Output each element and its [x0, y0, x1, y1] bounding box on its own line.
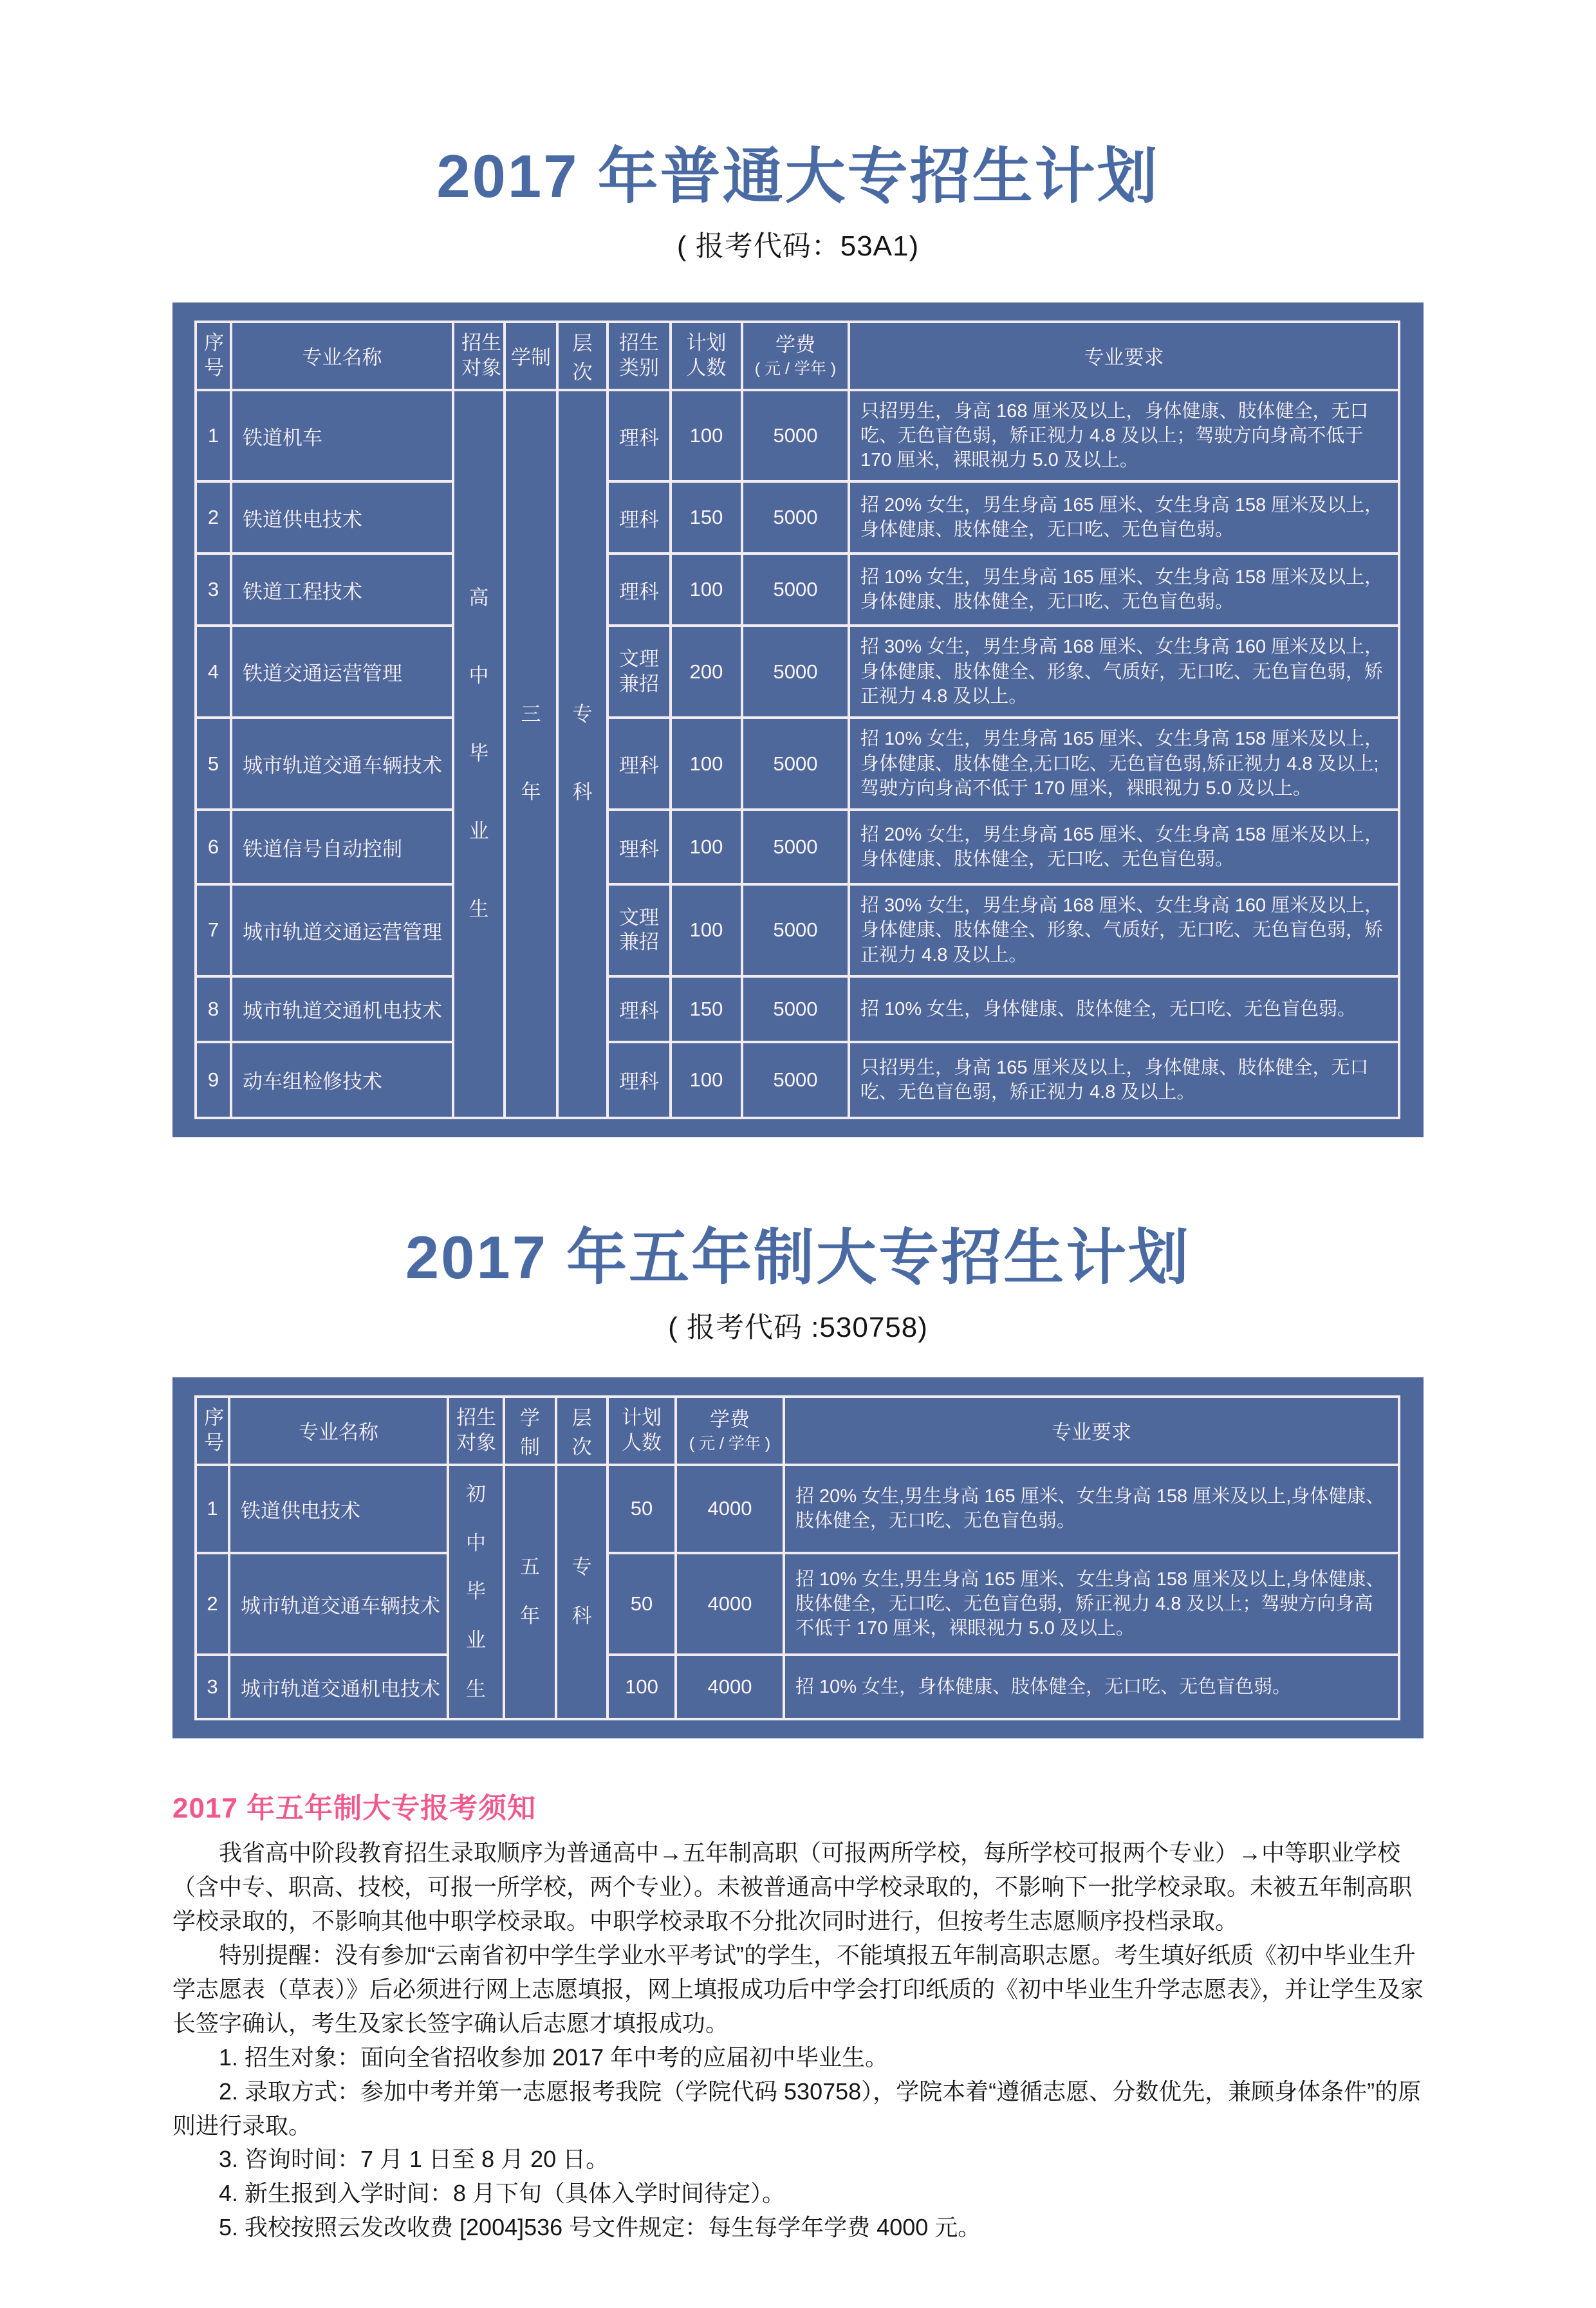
cell-level-merged: 专科 [556, 1465, 608, 1720]
table-row [196, 976, 1399, 1042]
cell-no: 7 [196, 884, 231, 976]
cell-no: 8 [196, 976, 231, 1042]
cell-plan-count: 150 [671, 481, 742, 554]
cell-level-merged: 专科 [557, 390, 608, 1118]
cell-fee: 5000 [742, 390, 849, 482]
cell-no: 3 [196, 554, 231, 626]
cell-no: 5 [196, 718, 231, 810]
col-header-level: 层次 [557, 322, 608, 390]
cell-fee: 4000 [676, 1465, 784, 1553]
cell-major-name: 动车组检修技术 [231, 1042, 453, 1118]
cell-plan-count: 100 [671, 810, 742, 884]
col-header-duration: 学制 [505, 322, 557, 390]
section1-title: 2017 年普通大专招生计划 [436, 142, 1160, 210]
table2-five-year-plan [194, 1395, 1400, 1721]
col-header-duration: 学制 [504, 1397, 556, 1465]
cell-major-name: 铁道机车 [231, 390, 453, 482]
cell-category: 理科 [608, 976, 671, 1042]
cell-major-name: 铁道供电技术 [231, 481, 453, 554]
table2-panel [172, 1377, 1424, 1739]
cell-target-merged: 初中毕业生 [448, 1465, 504, 1720]
col-header-no: 序号 [196, 1397, 229, 1465]
section1-subtitle: ( 报考代码：53A1) [676, 230, 920, 262]
notes-item: 2. 录取方式：参加中考并第一志愿报考我院（学院代码 530758），学院本着“遵循志愿、分数优先，兼顾身体条件”的原则进行录取。 [172, 2078, 1422, 2139]
cell-requirements: 招 10% 女生，身体健康、肢体健全，无口吃、无色盲色弱。 [784, 1655, 1399, 1719]
notes-paragraph: 特别提醒：没有参加“云南省初中学生学业水平考试”的学生，不能填报五年制高职志愿。考生填好纸质《初中毕业生升学志愿表（草表）》后必须进行网上志愿填报，网上填报成功后中学会打印纸质的《初中毕业生升学志愿表》，并让学生及家长签字确认，考生及家长签字确认后志愿才填报成功。 [172, 1941, 1424, 2036]
cell-fee: 5000 [742, 884, 849, 976]
fee-header-main: 学费 [775, 333, 815, 357]
col-header-requirements: 专业要求 [849, 322, 1399, 390]
cell-fee: 5000 [742, 810, 849, 884]
cell-plan-count: 100 [671, 554, 742, 626]
cell-no: 6 [196, 810, 231, 884]
fee-header-main: 学费 [710, 1408, 750, 1431]
col-header-fee [742, 322, 849, 390]
col-header-major-name: 专业名称 [229, 1397, 448, 1465]
col-header-plan-count: 计划人数 [671, 322, 742, 390]
cell-duration-merged: 三年 [505, 390, 557, 1118]
cell-duration-merged: 五年 [504, 1465, 556, 1720]
table-row [196, 1553, 1399, 1655]
col-header-category: 招生类别 [608, 322, 671, 390]
cell-plan-count: 100 [671, 718, 742, 810]
cell-plan-count: 100 [671, 1042, 742, 1118]
cell-fee: 5000 [742, 976, 849, 1042]
table2-header-row [196, 1397, 1399, 1465]
document-page [0, 142, 1596, 2308]
cell-requirements: 招 10% 女生，身体健康、肢体健全，无口吃、无色盲色弱。 [849, 976, 1399, 1042]
cell-no: 3 [196, 1655, 229, 1719]
notes-item: 4. 新生报到入学时间：8 月下旬（具体入学时间待定）。 [219, 2180, 786, 2207]
cell-category: 理科 [608, 718, 671, 810]
col-header-target: 招生对象 [453, 322, 505, 390]
notes-heading: 2017 年五年制大专报考须知 [172, 1792, 537, 1825]
cell-fee: 4000 [676, 1655, 784, 1719]
cell-fee: 5000 [742, 1042, 849, 1118]
cell-fee: 5000 [742, 626, 849, 718]
col-header-no: 序号 [196, 322, 231, 390]
cell-major-name: 铁道工程技术 [231, 554, 453, 626]
cell-requirements: 招 20% 女生，男生身高 165 厘米、女生身高 158 厘米及以上，身体健康、肢体健全，无口吃、无色盲色弱。 [849, 810, 1399, 884]
cell-requirements: 招 20% 女生，男生身高 165 厘米、女生身高 158 厘米及以上，身体健康、肢体健全，无口吃、无色盲色弱。 [849, 481, 1399, 554]
col-header-fee [676, 1397, 784, 1465]
table-row [196, 1465, 1399, 1553]
table-row [196, 554, 1399, 626]
notes-item: 1. 招生对象：面向全省招收参加 2017 年中考的应届初中毕业生。 [219, 2043, 889, 2071]
cell-no: 1 [196, 390, 231, 482]
cell-major-name: 城市轨道交通机电技术 [229, 1655, 448, 1719]
cell-major-name: 铁道交通运营管理 [231, 626, 453, 718]
cell-requirements: 招 30% 女生，男生身高 168 厘米、女生身高 160 厘米及以上，身体健康、肢体健全、形象、气质好，无口吃、无色盲色弱，矫正视力 4.8 及以上。 [849, 626, 1399, 718]
table1-panel [172, 302, 1424, 1137]
table-row [196, 390, 1399, 482]
cell-target-merged: 高中毕业生 [453, 390, 505, 1118]
cell-category: 理科 [608, 390, 671, 482]
cell-plan-count: 100 [608, 1655, 676, 1719]
cell-no: 1 [196, 1465, 229, 1553]
cell-requirements: 只招男生，身高 168 厘米及以上，身体健康、肢体健全，无口吃、无色盲色弱，矫正视力 4.8 及以上；驾驶方向身高不低于 170 厘米，裸眼视力 5.0 及以上。 [849, 390, 1399, 482]
notes-item: 3. 咨询时间：7 月 1 日至 8 月 20 日。 [219, 2146, 609, 2173]
cell-category: 理科 [608, 554, 671, 626]
cell-category: 理科 [608, 1042, 671, 1118]
col-header-major-name: 专业名称 [231, 322, 453, 390]
table-row [196, 481, 1399, 554]
cell-requirements: 只招男生，身高 165 厘米及以上，身体健康、肢体健全，无口吃、无色盲色弱，矫正视力 4.8 及以上。 [849, 1042, 1399, 1118]
cell-category: 理科 [608, 481, 671, 554]
table-row [196, 718, 1399, 810]
table1-general-college-plan [194, 321, 1400, 1119]
cell-requirements: 招 10% 女生，男生身高 165 厘米、女生身高 158 厘米及以上，身体健康、肢体健全，无口吃、无色盲色弱。 [849, 554, 1399, 626]
col-header-level: 层次 [556, 1397, 608, 1465]
table-row [196, 1042, 1399, 1118]
cell-category: 理科 [608, 810, 671, 884]
cell-plan-count: 50 [608, 1465, 676, 1553]
cell-plan-count: 100 [671, 884, 742, 976]
fee-header-sub: ( 元 / 学年 ) [754, 360, 837, 378]
col-header-plan-count: 计划人数 [608, 1397, 676, 1465]
table1-header-row [196, 322, 1399, 390]
cell-fee: 4000 [676, 1553, 784, 1655]
table-row [196, 1655, 1399, 1719]
table-row [196, 810, 1399, 884]
cell-major-name: 城市轨道交通车辆技术 [231, 718, 453, 810]
cell-category: 文理兼招 [608, 884, 671, 976]
cell-plan-count: 150 [671, 976, 742, 1042]
cell-category: 文理兼招 [608, 626, 671, 718]
cell-fee: 5000 [742, 718, 849, 810]
table-row [196, 884, 1399, 976]
section2-subtitle: ( 报考代码 :530758) [668, 1311, 928, 1343]
cell-major-name: 城市轨道交通运营管理 [231, 884, 453, 976]
fee-header-sub: ( 元 / 学年 ) [689, 1434, 771, 1453]
notes-item: 5. 我校按照云发改收费 [2004]536 号文件规定：每生每学年学费 4000 元。 [219, 2214, 981, 2241]
cell-no: 2 [196, 1553, 229, 1655]
cell-major-name: 铁道信号自动控制 [231, 810, 453, 884]
cell-requirements: 招 10% 女生，男生身高 165 厘米、女生身高 158 厘米及以上，身体健康、肢体健全,无口吃、无色盲色弱,矫正视力 4.8 及以上; 驾驶方向身高不低于 170 厘米，裸眼视力 5.0 及以上。 [849, 718, 1399, 810]
cell-requirements: 招 20% 女生,男生身高 165 厘米、女生身高 158 厘米及以上,身体健康、肢体健全，无口吃、无色盲色弱。 [784, 1465, 1399, 1553]
cell-requirements: 招 30% 女生，男生身高 168 厘米、女生身高 160 厘米及以上，身体健康、肢体健全、形象、气质好，无口吃、无色盲色弱，矫正视力 4.8 及以上。 [849, 884, 1399, 976]
cell-plan-count: 50 [608, 1553, 676, 1655]
cell-no: 9 [196, 1042, 231, 1118]
notes-section [172, 1785, 1424, 2245]
cell-fee: 5000 [742, 481, 849, 554]
col-header-target: 招生对象 [448, 1397, 504, 1465]
notes-paragraph: 我省高中阶段教育招生录取顺序为普通高中→五年制高职（可报两所学校，每所学校可报两个专业）→中等职业学校（含中专、职高、技校，可报一所学校，两个专业）。未被普通高中学校录取的，不影响下一批学校录取。未被五年制高职学校录取的，不影响其他中职学校录取。中职学校录取不分批次同时进行，但按考生志愿顺序投档录取。 [172, 1839, 1413, 1935]
cell-major-name: 城市轨道交通车辆技术 [229, 1553, 448, 1655]
cell-fee: 5000 [742, 554, 849, 626]
cell-no: 2 [196, 481, 231, 554]
cell-requirements: 招 10% 女生,男生身高 165 厘米、女生身高 158 厘米及以上,身体健康、肢体健全，无口吃、无色盲色弱，矫正视力 4.8 及以上；驾驶方向身高不低于 170 厘米，裸眼视力 5.0 及以上。 [784, 1553, 1399, 1655]
col-header-requirements: 专业要求 [784, 1397, 1399, 1465]
cell-plan-count: 200 [671, 626, 742, 718]
cell-major-name: 城市轨道交通机电技术 [231, 976, 453, 1042]
cell-major-name: 铁道供电技术 [229, 1465, 448, 1553]
cell-plan-count: 100 [671, 390, 742, 482]
section2-title: 2017 年五年制大专招生计划 [405, 1223, 1191, 1291]
table-row [196, 626, 1399, 718]
cell-no: 4 [196, 626, 231, 718]
